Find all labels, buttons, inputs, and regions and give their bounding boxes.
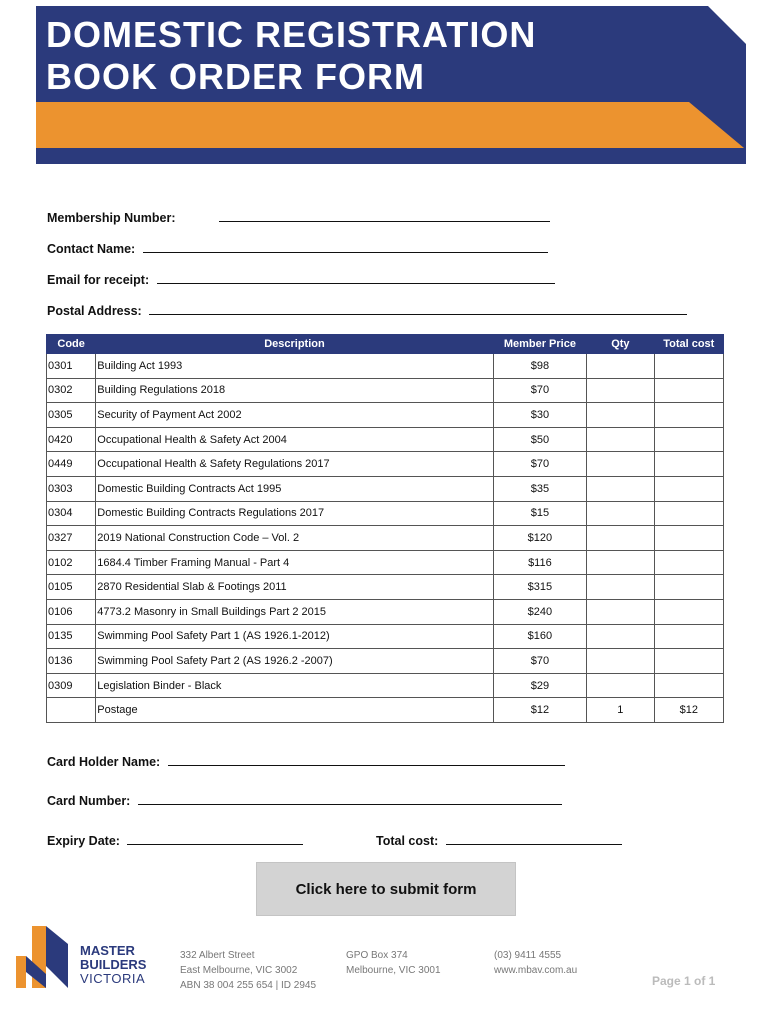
contact-name-field xyxy=(47,240,548,256)
row-total xyxy=(654,403,723,428)
row-description: Postage xyxy=(96,698,493,723)
page-number: Page 1 of 1 xyxy=(652,974,716,988)
page-title xyxy=(46,14,536,98)
table-row xyxy=(47,452,724,477)
abn-text: ABN 38 004 255 654 | ID 2945 xyxy=(180,980,317,991)
header-description: Description xyxy=(96,335,493,354)
card-holder-name-label: Card Holder Name: xyxy=(47,755,161,769)
table-row xyxy=(47,673,724,698)
row-code: 0327 xyxy=(47,526,96,551)
brand-wordmark xyxy=(80,944,146,986)
card-number-input[interactable] xyxy=(138,792,562,805)
contact-name-input[interactable] xyxy=(143,240,548,253)
row-total xyxy=(654,526,723,551)
row-qty-input[interactable] xyxy=(587,452,654,477)
email-field xyxy=(47,271,555,287)
brand-line-1: MASTER xyxy=(80,943,135,958)
row-code: 0106 xyxy=(47,599,96,624)
card-holder-name-input[interactable] xyxy=(168,753,565,766)
row-price: $120 xyxy=(493,526,587,551)
table-row xyxy=(47,649,724,674)
postal-address-label: Postal Address: xyxy=(47,304,142,318)
gpo-line-1: GPO Box 374 xyxy=(346,950,408,961)
expiry-date-label: Expiry Date: xyxy=(47,834,120,848)
table-row xyxy=(47,550,724,575)
row-total xyxy=(654,649,723,674)
row-code: 0102 xyxy=(47,550,96,575)
row-total xyxy=(654,550,723,575)
header-code: Code xyxy=(47,335,96,354)
table-row xyxy=(47,575,724,600)
row-description: 4773.2 Masonry in Small Buildings Part 2 2015 xyxy=(96,599,493,624)
table-row xyxy=(47,476,724,501)
row-qty-input[interactable] xyxy=(587,673,654,698)
row-qty: 1 xyxy=(587,698,654,723)
postal-address-input[interactable] xyxy=(149,302,687,315)
row-total xyxy=(654,673,723,698)
row-code: 0303 xyxy=(47,476,96,501)
row-total xyxy=(654,427,723,452)
row-description: 1684.4 Timber Framing Manual - Part 4 xyxy=(96,550,493,575)
table-row xyxy=(47,403,724,428)
row-code: 0305 xyxy=(47,403,96,428)
row-description: Building Regulations 2018 xyxy=(96,378,493,403)
email-label: Email for receipt: xyxy=(47,273,150,287)
membership-number-label: Membership Number: xyxy=(47,211,176,225)
row-qty-input[interactable] xyxy=(587,354,654,379)
header-total-cost: Total cost xyxy=(654,335,723,354)
phone-text: (03) 9411 4555 xyxy=(494,950,562,961)
row-price: $15 xyxy=(493,501,587,526)
table-row xyxy=(47,354,724,379)
row-price: $70 xyxy=(493,378,587,403)
table-row xyxy=(47,501,724,526)
table-row xyxy=(47,624,724,649)
row-total xyxy=(654,501,723,526)
row-price: $50 xyxy=(493,427,587,452)
row-price: $70 xyxy=(493,452,587,477)
total-cost-label: Total cost: xyxy=(376,834,439,848)
row-code: 0135 xyxy=(47,624,96,649)
row-description: Occupational Health & Safety Regulations 2017 xyxy=(96,452,493,477)
row-qty-input[interactable] xyxy=(587,403,654,428)
row-qty-input[interactable] xyxy=(587,378,654,403)
total-cost-input[interactable] xyxy=(446,832,622,845)
row-description: Domestic Building Contracts Act 1995 xyxy=(96,476,493,501)
table-header-row xyxy=(47,335,724,354)
total-cost-field xyxy=(376,832,622,848)
address-line-1: 332 Albert Street xyxy=(180,950,255,961)
row-price: $240 xyxy=(493,599,587,624)
row-code: 0301 xyxy=(47,354,96,379)
row-qty-input[interactable] xyxy=(587,501,654,526)
header-qty: Qty xyxy=(587,335,654,354)
row-description: Swimming Pool Safety Part 2 (AS 1926.2 -2007) xyxy=(96,649,493,674)
card-holder-name-field xyxy=(47,753,565,769)
row-price: $35 xyxy=(493,476,587,501)
header-member-price: Member Price xyxy=(493,335,587,354)
gpo-line-2: Melbourne, VIC 3001 xyxy=(346,965,441,976)
row-description: 2019 National Construction Code – Vol. 2 xyxy=(96,526,493,551)
contact-name-label: Contact Name: xyxy=(47,242,136,256)
row-total xyxy=(654,354,723,379)
row-description: Security of Payment Act 2002 xyxy=(96,403,493,428)
table-row xyxy=(47,378,724,403)
row-code: 0309 xyxy=(47,673,96,698)
row-code: 0304 xyxy=(47,501,96,526)
row-total xyxy=(654,575,723,600)
row-qty-input[interactable] xyxy=(587,526,654,551)
row-description: Building Act 1993 xyxy=(96,354,493,379)
table-row-postage xyxy=(47,698,724,723)
footer-address xyxy=(180,948,316,993)
email-input[interactable] xyxy=(157,271,555,284)
title-line-2: BOOK ORDER FORM xyxy=(46,56,425,97)
row-total xyxy=(654,599,723,624)
row-price: $315 xyxy=(493,575,587,600)
row-code: 0105 xyxy=(47,575,96,600)
row-description: Domestic Building Contracts Regulations 2017 xyxy=(96,501,493,526)
order-table xyxy=(46,334,724,723)
row-total xyxy=(654,452,723,477)
row-price: $12 xyxy=(493,698,587,723)
postal-address-field xyxy=(47,302,687,318)
row-qty-input[interactable] xyxy=(587,427,654,452)
row-description: Legislation Binder - Black xyxy=(96,673,493,698)
expiry-date-field xyxy=(47,832,303,848)
row-price: $116 xyxy=(493,550,587,575)
table-row xyxy=(47,526,724,551)
footer-contact xyxy=(494,948,577,978)
address-line-2: East Melbourne, VIC 3002 xyxy=(180,965,298,976)
footer-postal xyxy=(346,948,441,978)
row-price: $160 xyxy=(493,624,587,649)
banner-orange-stripe xyxy=(36,102,744,148)
row-code: 0420 xyxy=(47,427,96,452)
brand-line-3: VICTORIA xyxy=(80,971,146,986)
row-price: $70 xyxy=(493,649,587,674)
row-code: 0136 xyxy=(47,649,96,674)
card-number-label: Card Number: xyxy=(47,794,131,808)
row-code: 0302 xyxy=(47,378,96,403)
title-line-1: DOMESTIC REGISTRATION xyxy=(46,14,537,55)
membership-number-input[interactable] xyxy=(219,209,550,222)
row-total xyxy=(654,476,723,501)
row-qty-input[interactable] xyxy=(587,599,654,624)
row-qty-input[interactable] xyxy=(587,550,654,575)
row-description: 2870 Residential Slab & Footings 2011 xyxy=(96,575,493,600)
table-row xyxy=(47,427,724,452)
row-description: Swimming Pool Safety Part 1 (AS 1926.1-2012) xyxy=(96,624,493,649)
row-price: $30 xyxy=(493,403,587,428)
row-price: $98 xyxy=(493,354,587,379)
row-code: 0449 xyxy=(47,452,96,477)
row-total: $12 xyxy=(654,698,723,723)
row-description: Occupational Health & Safety Act 2004 xyxy=(96,427,493,452)
membership-number-field xyxy=(47,209,550,225)
row-qty-input[interactable] xyxy=(587,624,654,649)
table-row xyxy=(47,599,724,624)
row-code xyxy=(47,698,96,723)
website-link[interactable]: www.mbav.com.au xyxy=(494,965,578,976)
brand-line-2: BUILDERS xyxy=(80,957,147,972)
expiry-date-input[interactable] xyxy=(127,832,303,845)
master-builders-logo-icon xyxy=(16,922,76,992)
submit-form-button[interactable]: Click here to submit form xyxy=(256,862,516,916)
row-qty-input[interactable] xyxy=(587,575,654,600)
row-qty-input[interactable] xyxy=(587,476,654,501)
row-price: $29 xyxy=(493,673,587,698)
row-qty-input[interactable] xyxy=(587,649,654,674)
row-total xyxy=(654,624,723,649)
card-number-field xyxy=(47,792,562,808)
row-total xyxy=(654,378,723,403)
